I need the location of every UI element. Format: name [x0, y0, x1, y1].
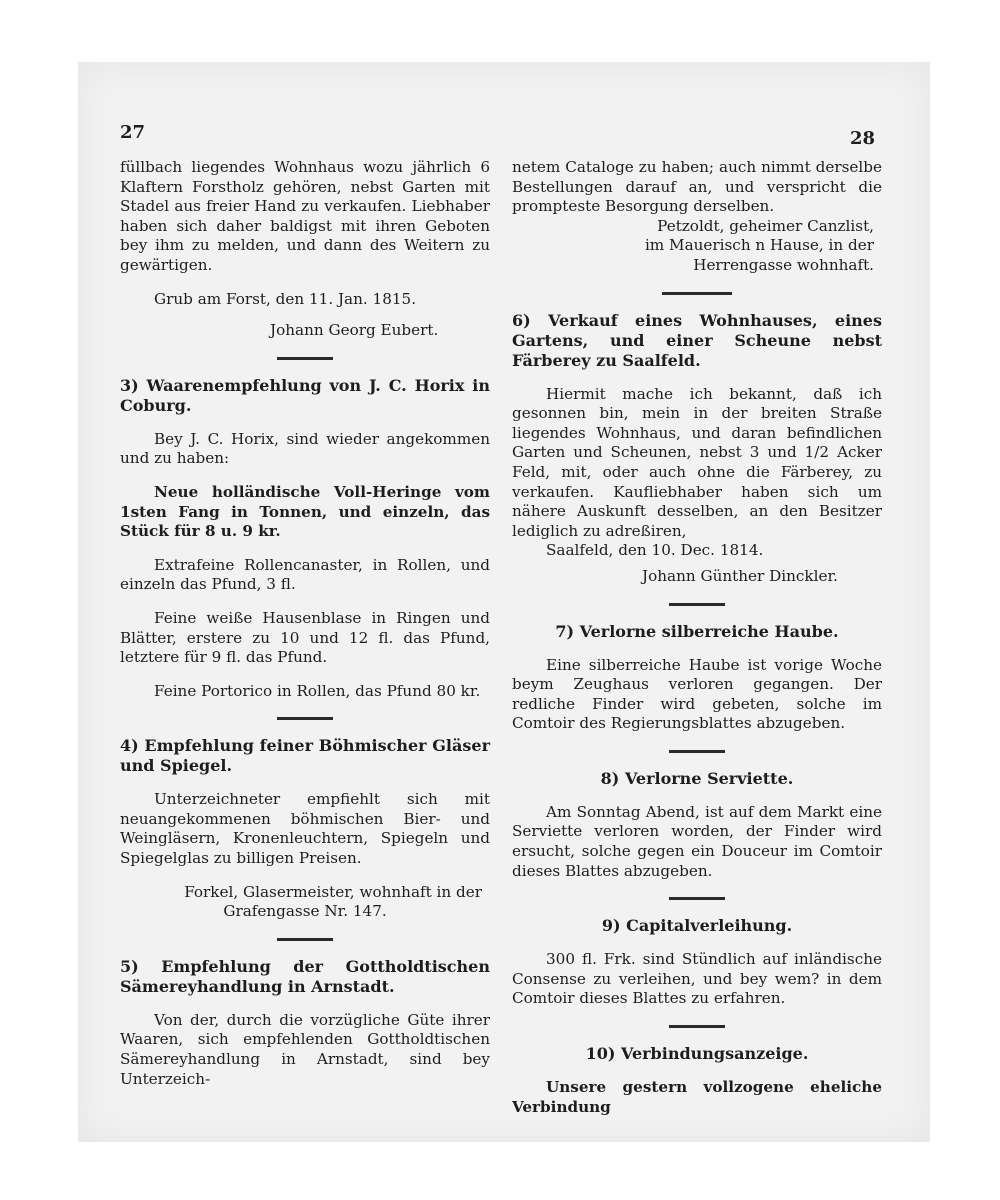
section-divider: [277, 938, 333, 941]
section-heading-3: 3) Waarenempfehlung von J. C. Horix in Coburg.: [120, 375, 490, 415]
section-divider: [277, 357, 333, 360]
section-divider: [277, 717, 333, 720]
section-divider: [669, 897, 725, 900]
page-number-right: 28: [850, 128, 876, 149]
section-divider: [669, 603, 725, 606]
section-3-intro: Bey J. C. Horix, sind wieder angekommen und zu haben:: [120, 429, 490, 468]
section-divider: [662, 292, 732, 295]
signature: Johann Georg Eubert.: [270, 321, 439, 340]
section-3-item-1: Neue holländische Voll-Heringe vom 1sten Fang in Tonnen, und einzeln, das Stück für 8 u. 9 kr.: [120, 482, 490, 541]
section-heading-5: 5) Empfehlung der Gottholdtischen Sämereyhandlung in Arnstadt.: [120, 956, 490, 996]
right-column: [512, 158, 882, 1117]
place-date: Grub am Forst, den 11. Jan. 1815.: [154, 289, 417, 308]
section-5-text: Von der, durch die vorzügliche Güte ihrer Waaren, sich empfehlenden Gottholdtischen Sämereyhandlung in Arnstadt, sind bey Unterzeich-: [120, 1010, 490, 1088]
section-heading-6: 6) Verkauf eines Wohnhauses, eines Gartens, und einer Scheune nebst Färberey zu Saalfeld.: [512, 310, 882, 370]
section-8-text: Am Sonntag Abend, ist auf dem Markt eine Serviette verloren worden, der Finder wird ersucht, solche gegen ein Douceur im Comtoir dieses Blattes abzugeben.: [512, 802, 882, 880]
section-heading-9: 9) Capitalverleihung.: [601, 916, 793, 936]
section-9-text: 300 fl. Frk. sind Stündlich auf inländische Consense zu verleihen, und bey wem? in dem Comtoir dieses Blattes zu erfahren.: [512, 950, 882, 1008]
continued-paragraph: füllbach liegendes Wohnhaus wozu jährlich 6 Klaftern Forstholz gehören, nebst Garten mit Stadel aus freier Hand zu verkaufen. Liebhaber haben sich daher baldigst mit ihren Geboten bey ihm zu melden, und dann des Weitern zu gewärtigen.: [120, 158, 490, 274]
section-3-item-4: Feine Portorico in Rollen, das Pfund 80 kr.: [154, 681, 481, 700]
page-number-left: 27: [120, 122, 146, 143]
section-divider: [669, 750, 725, 753]
signature-line-3: Herrengasse wohnhaft.: [693, 255, 874, 274]
section-heading-7: 7) Verlorne silberreiche Haube.: [555, 621, 839, 641]
signature-line-1: Petzoldt, geheimer Canzlist,: [657, 216, 874, 235]
continued-paragraph: netem Cataloge zu haben; auch nimmt derselbe Bestellungen darauf an, und verspricht die prompteste Besorgung derselben.: [512, 158, 882, 216]
section-divider: [669, 1025, 725, 1028]
section-3-item-2: Extrafeine Rollencanaster, in Rollen, und einzeln das Pfund, 3 fl.: [120, 555, 490, 594]
section-4-text: Unterzeichneter empfiehlt sich mit neuangekommenen böhmischen Bier- und Weingläsern, Kronenleuchtern, Spiegeln und Spiegelglas zu billigen Preisen.: [120, 790, 490, 868]
section-7-text: Eine silberreiche Haube ist vorige Woche beym Zeughaus verloren gegangen. Der redliche Finder wird gebeten, solche im Comtoir des Regierungsblattes abzugeben.: [512, 655, 882, 733]
section-6-place-date: Saalfeld, den 10. Dec. 1814.: [546, 541, 764, 560]
section-4-signature-line-1: Forkel, Glasermeister, wohnhaft in der: [184, 882, 482, 901]
section-3-item-3: Feine weiße Hausenblase in Ringen und Blätter, erstere zu 10 und 12 fl. das Pfund, letztere für 9 fl. das Pfund.: [120, 608, 490, 667]
section-4-signature-line-2: Grafengasse Nr. 147.: [223, 902, 387, 921]
section-heading-10: 10) Verbindungsanzeige.: [585, 1044, 809, 1064]
section-10-text: Unsere gestern vollzogene eheliche Verbindung: [512, 1078, 882, 1116]
signature-line-2: im Mauerisch n Hause, in der: [644, 236, 874, 255]
section-heading-8: 8) Verlorne Serviette.: [600, 768, 794, 788]
left-column: [120, 158, 490, 1089]
section-6-text: Hiermit mache ich bekannt, daß ich gesonnen bin, mein in der breiten Straße liegendes Wohnhaus, und daran befindlichen Garten und Scheunen, nebst 3 und 1/2 Acker Feld, mit, oder auch ohne die Färberey, zu verkaufen. Kaufliebhaber haben sich um nähere Auskunft desselben, an den Besitzer lediglich zu adreßiren,: [512, 384, 882, 540]
section-6-signature: Johann Günther Dinckler.: [642, 566, 838, 585]
section-heading-4: 4) Empfehlung feiner Böhmischer Gläser und Spiegel.: [120, 736, 490, 776]
